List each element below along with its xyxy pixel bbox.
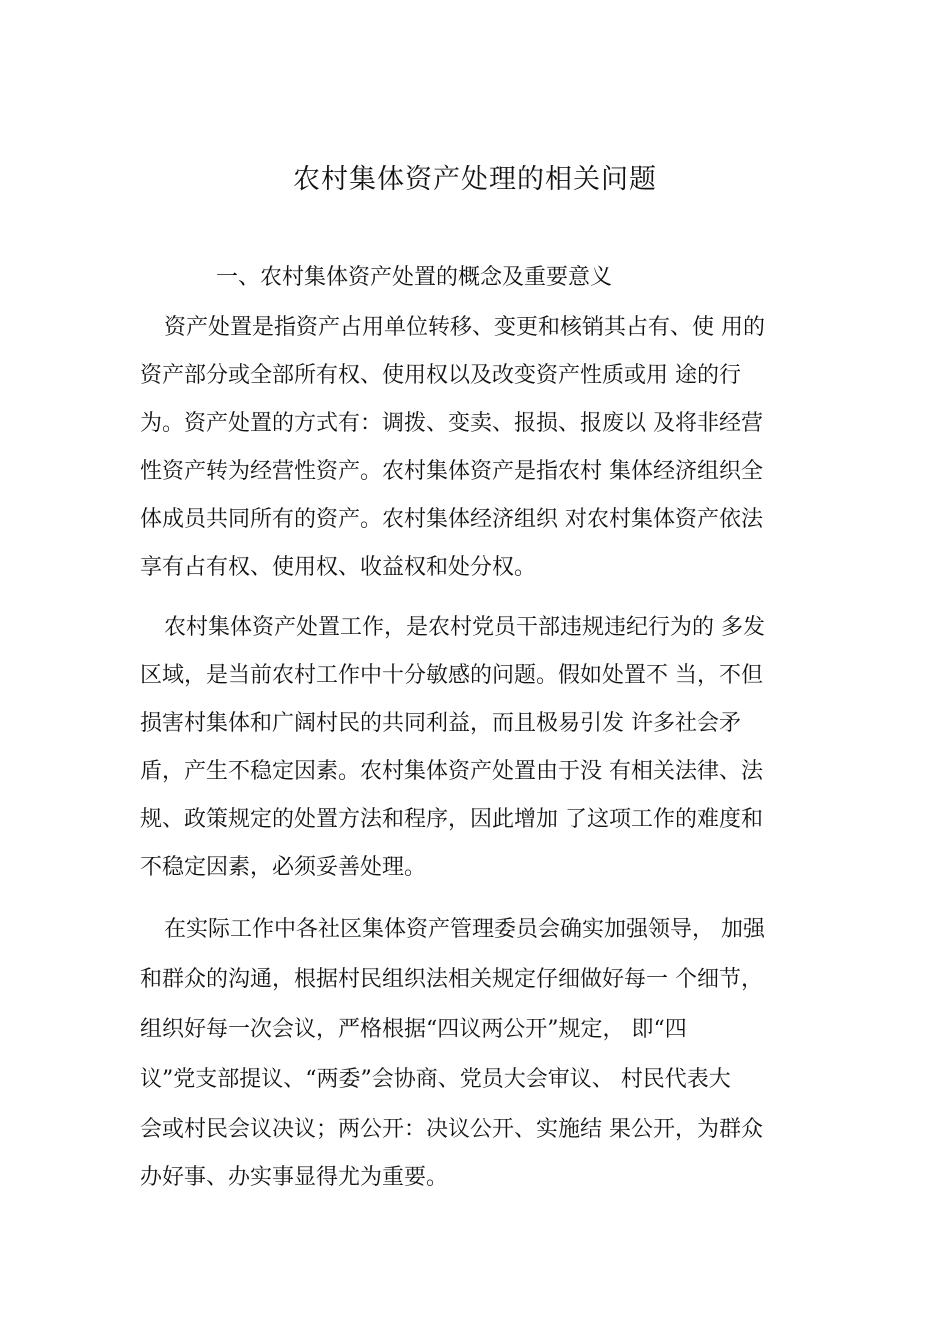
paragraph-line: 资产部分或全部所有权、使用权以及改变资产性质或用 途的行: [140, 363, 741, 388]
paragraph-line: 性资产转为经营性资产。农村集体资产是指农村 集体经济组织全: [140, 459, 763, 484]
document-title: 农村集体资产处理的相关问题: [293, 164, 657, 195]
paragraph-line: 盾，产生不稳定因素。农村集体资产处置由于没 有相关法律、法: [140, 759, 763, 784]
paragraph-line: 享有占有权、使用权、收益权和处分权。: [140, 555, 537, 580]
paragraph-line: 和群众的沟通，根据村民组织法相关规定仔细做好每一 个细节，: [140, 967, 763, 992]
paragraph-line: 区域，是当前农村工作中十分敏感的问题。假如处置不 当，不但: [140, 663, 763, 688]
paragraph-line: 资产处置是指资产占用单位转移、变更和核销其占有、使 用的: [164, 315, 765, 340]
paragraph-line: 组织好每一次会议，严格根据“四议两公开”规定， 即“四: [140, 1017, 687, 1042]
paragraph-line: 办好事、办实事显得尤为重要。: [140, 1165, 449, 1190]
section-heading: 一、农村集体资产处置的概念及重要意义: [216, 265, 613, 290]
paragraph-line: 不稳定因素，必须妥善处理。: [140, 855, 427, 880]
paragraph-line: 会或村民会议决议；两公开：决议公开、实施结 果公开，为群众: [140, 1117, 763, 1142]
paragraph-line: 议”党支部提议、“两委”会协商、党员大会审议、 村民代表大: [140, 1067, 731, 1092]
paragraph-line: 规、政策规定的处置方法和程序，因此增加 了这项工作的难度和: [140, 807, 763, 832]
paragraph-line: 在实际工作中各社区集体资产管理委员会确实加强领导， 加强: [164, 917, 765, 942]
paragraph-line: 为。资产处置的方式有：调拨、变卖、报损、报废以 及将非经营: [140, 411, 763, 436]
paragraph-line: 体成员共同所有的资产。农村集体经济组织 对农村集体资产依法: [140, 507, 763, 532]
paragraph-line: 农村集体资产处置工作，是农村党员干部违规违纪行为的 多发: [164, 615, 765, 640]
paragraph-line: 损害村集体和广阔村民的共同利益，而且极易引发 许多社会矛: [140, 711, 741, 736]
